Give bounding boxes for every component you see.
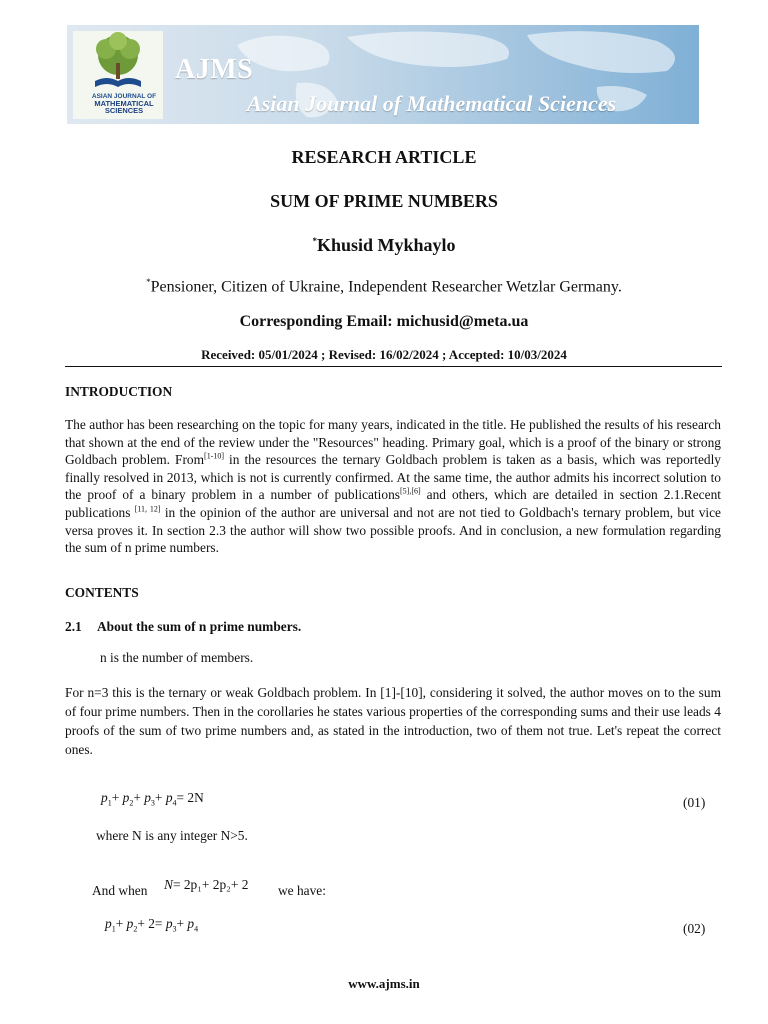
author-mark: * [312,236,317,246]
contents-heading: CONTENTS [65,585,139,600]
introduction-heading: INTRODUCTION [65,384,173,399]
n-definition-equation: N= 2p₁+ 2p₂+ 2 [164,877,249,892]
section-heading [65,618,721,636]
intro-ref-1: [1-10] [204,451,225,461]
journal-name: Asian Journal of Mathematical Sciences [247,91,617,116]
equation-02: $p_1+ p_2+ 2= p_3+ p_4$ [105,916,199,934]
footer-url[interactable]: www.ajms.in [348,976,420,991]
eq1-rhs: = 2N [176,790,204,805]
affiliation-mark: * [146,277,151,287]
affiliation: Pensioner, Citizen of Ukraine, Independent Researcher Wetzlar Germany. [150,278,622,296]
n-eq-rhs: = 2p₁+ 2p₂+ 2 [172,877,249,892]
logo-line-3: SCIENCES [104,106,144,115]
intro-ref-3: [11, 12] [134,504,161,514]
equation-01-number: (01) [683,795,706,810]
affiliation-line [0,277,768,296]
we-have-text: we have: [278,883,326,898]
corresponding-email: Corresponding Email: michusid@meta.ua [239,313,529,330]
logo-caption [83,93,165,114]
author-name: Khusid Mykhaylo [316,235,456,255]
section-title: About the sum of n prime numbers. [97,619,302,634]
tree-book-icon [73,31,163,91]
where-clause: where N is any integer N>5. [96,828,248,843]
author-line [0,235,768,256]
journal-logo [73,31,163,119]
logo-line-2: MATHEMATICAL [94,99,154,108]
article-type: RESEARCH ARTICLE [291,147,477,167]
submission-dates: Received: 05/01/2024 ; Revised: 16/02/2024 ; Accepted: 10/03/2024 [201,347,567,362]
and-when-text: And when [92,883,148,898]
equation-02-number: (02) [683,921,706,936]
equation-01: $p_1+ p_2+ p_3+ p_4= 2N$ [101,790,204,808]
logo-line-1: ASIAN JOURNAL OF [91,93,157,100]
article-title: SUM OF PRIME NUMBERS [270,191,498,211]
section-number: 2.1 [65,619,82,634]
journal-abbreviation: AJMS [175,54,254,85]
intro-text-1: The author has been researching on the topic for many years, indicated in the title. He published the results of his research that shown at the end of the review under the "Resources" heading. Primary goal, which is a proof of the binary or strong Goldbach problem. From [65,417,721,468]
introduction-paragraph [65,416,721,557]
intro-text-3: and others, which are detailed in section 2.1.Recent publications [65,487,721,520]
header-divider [65,366,722,367]
eq2-mid: + 2= [137,916,166,931]
contents-paragraph: For n=3 this is the ternary or weak Goldbach problem. In [1]-[10], considering it solved, the author moves on to the sum of four prime numbers. Then in the corollaries he states various properties of the corresponding sums and their use leads 4 proofs of the sum of two prime numbers and, as stated in the introduction, two of them not true. Let's repeat the correct ones. [65,685,721,757]
journal-banner [67,25,699,124]
intro-ref-2: [5],[6] [400,486,421,496]
intro-text-4: in the opinion of the author are universal and not are not tied to Goldbach's ternary problem, but vice versa proves it. In section 2.3 the author will show two possible proofs. And in conclusion, a new formulation regarding the sum of n prime numbers. [65,504,721,556]
intro-text-2: in the resources the ternary Goldbach problem is taken as a basis, which was reportedly finally resolved in 2013, which is not is currently confirmed. At the same time, the author admits his incorrect solution to the proof of a binary problem in a number of publications [65,452,721,503]
n-definition: n is the number of members. [100,650,254,665]
